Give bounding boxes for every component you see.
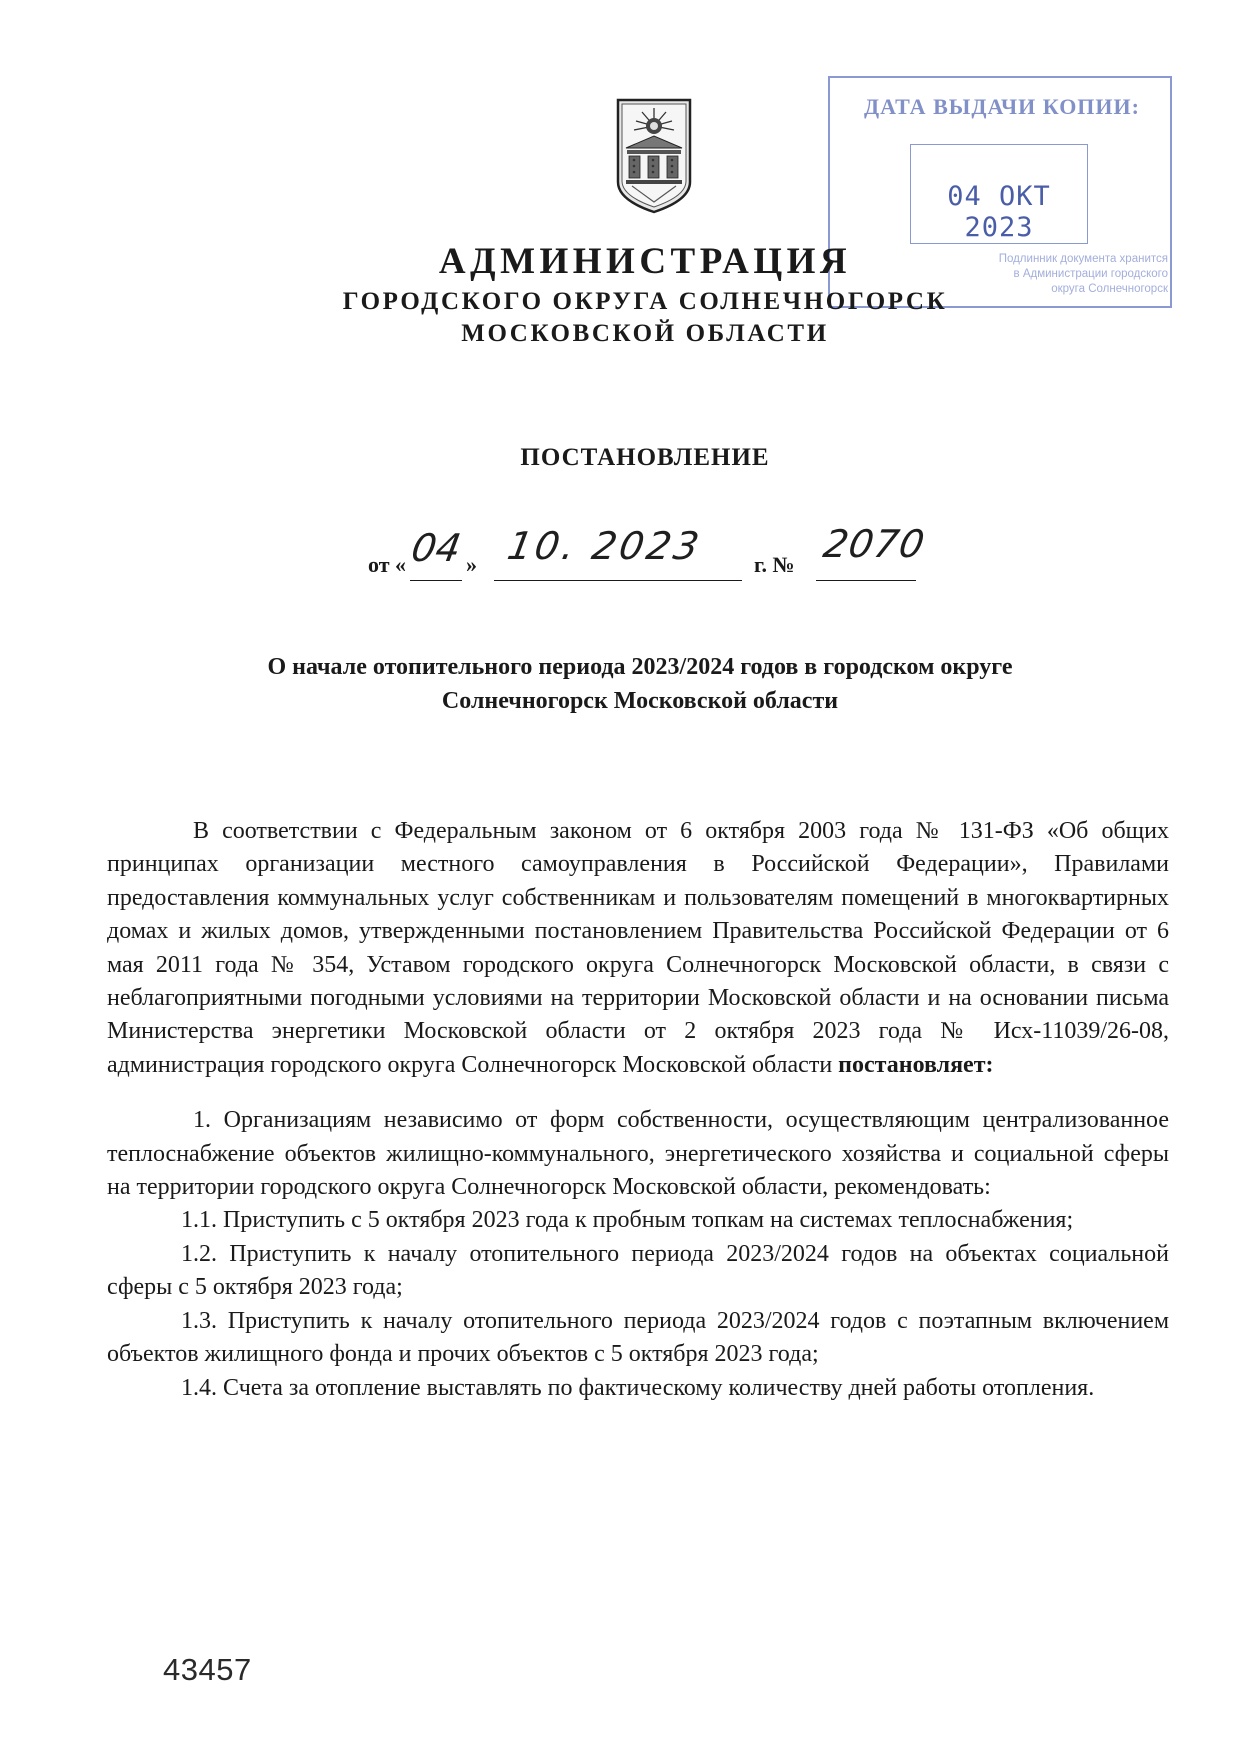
- header-region: МОСКОВСКОЙ ОБЛАСТИ: [461, 320, 829, 347]
- stamp-date-box: [910, 144, 1088, 244]
- preamble-paragraph: [107, 815, 1169, 1082]
- document-body: [107, 815, 1169, 1405]
- preamble-text: В соответствии с Федеральным законом от 6 октября 2003 года № 131-ФЗ «Об общих принципах организации местного самоуправления в Российской Федерации», Правилами предоставления коммунальных услуг собственникам и пользователям помещений в многоквартирных домах и жилых домов, утвержденными постановлением Правительства Российской Федерации от 6 мая 2011 года № 354, Уставом городского округа Солнечногорск Московской области, в связи с неблагоприятными погодными условиями на территории Московской области и на основании письма Министерства энергетики Московской области от 2 октября 2023 года № Исх-11039/26-08, администрация городского округа Солнечногорск Московской области: [107, 818, 1169, 1078]
- header-administration: АДМИНИСТРАЦИЯ: [438, 241, 852, 282]
- item-1-1: 1.1. Приступить с 5 октября 2023 года к пробным топкам на системах теплоснабжения;: [181, 1207, 1074, 1234]
- number-prefix: г. №: [754, 552, 795, 577]
- coat-of-arms-emblem: [614, 96, 694, 214]
- document-title: [140, 650, 1140, 718]
- month-year-underline: [494, 580, 742, 581]
- stamp-note-line: в Администрации городского: [1013, 268, 1168, 280]
- stamp-note-line: Подлинник документа хранится: [998, 253, 1168, 265]
- date-prefix: от «: [368, 552, 407, 577]
- title-line: Солнечногорск Московской области: [441, 688, 839, 714]
- handwritten-month-year: 10. 2023: [504, 524, 706, 568]
- preamble-resolve: постановляет:: [838, 1051, 994, 1078]
- handwritten-day: 04: [408, 526, 465, 570]
- stamp-title: ДАТА ВЫДАЧИ КОПИИ:: [864, 94, 1140, 119]
- number-underline: [816, 580, 916, 581]
- day-underline: [410, 580, 462, 581]
- date-number-line: [368, 522, 929, 588]
- item-1-4: 1.4. Счета за отопление выставлять по фактическому количеству дней работы отопления.: [181, 1374, 1095, 1401]
- item-1: 1. Организациям независимо от форм собственности, осуществляющим централизованное теплоснабжение объектов жилищно-коммунального, энергетического хозяйства и социальной сферы на территории городского округа Солнечногорск Московской области, рекомендовать:: [107, 1107, 1169, 1201]
- stamp-note-line: округа Солнечногорск: [1051, 283, 1168, 295]
- stamp-date: 04 ОКТ 2023: [947, 181, 1051, 243]
- document-type-heading: ПОСТАНОВЛЕНИЕ: [520, 444, 770, 471]
- title-line: О начале отопительного периода 2023/2024 годов в городском округе: [267, 654, 1013, 680]
- document-registry-number: 43457: [163, 1652, 252, 1687]
- item-1-2: 1.2. Приступить к началу отопительного периода 2023/2024 годов на объектах социальной сферы с 5 октября 2023 года;: [107, 1240, 1169, 1301]
- date-close-quote: »: [466, 552, 477, 577]
- header-district: ГОРОДСКОГО ОКРУГА СОЛНЕЧНОГОРСК: [342, 288, 948, 315]
- handwritten-number: 2070: [820, 522, 929, 566]
- item-1-3: 1.3. Приступить к началу отопительного периода 2023/2024 годов с поэтапным включением объектов жилищного фонда и прочих объектов с 5 октября 2023 года;: [107, 1307, 1169, 1368]
